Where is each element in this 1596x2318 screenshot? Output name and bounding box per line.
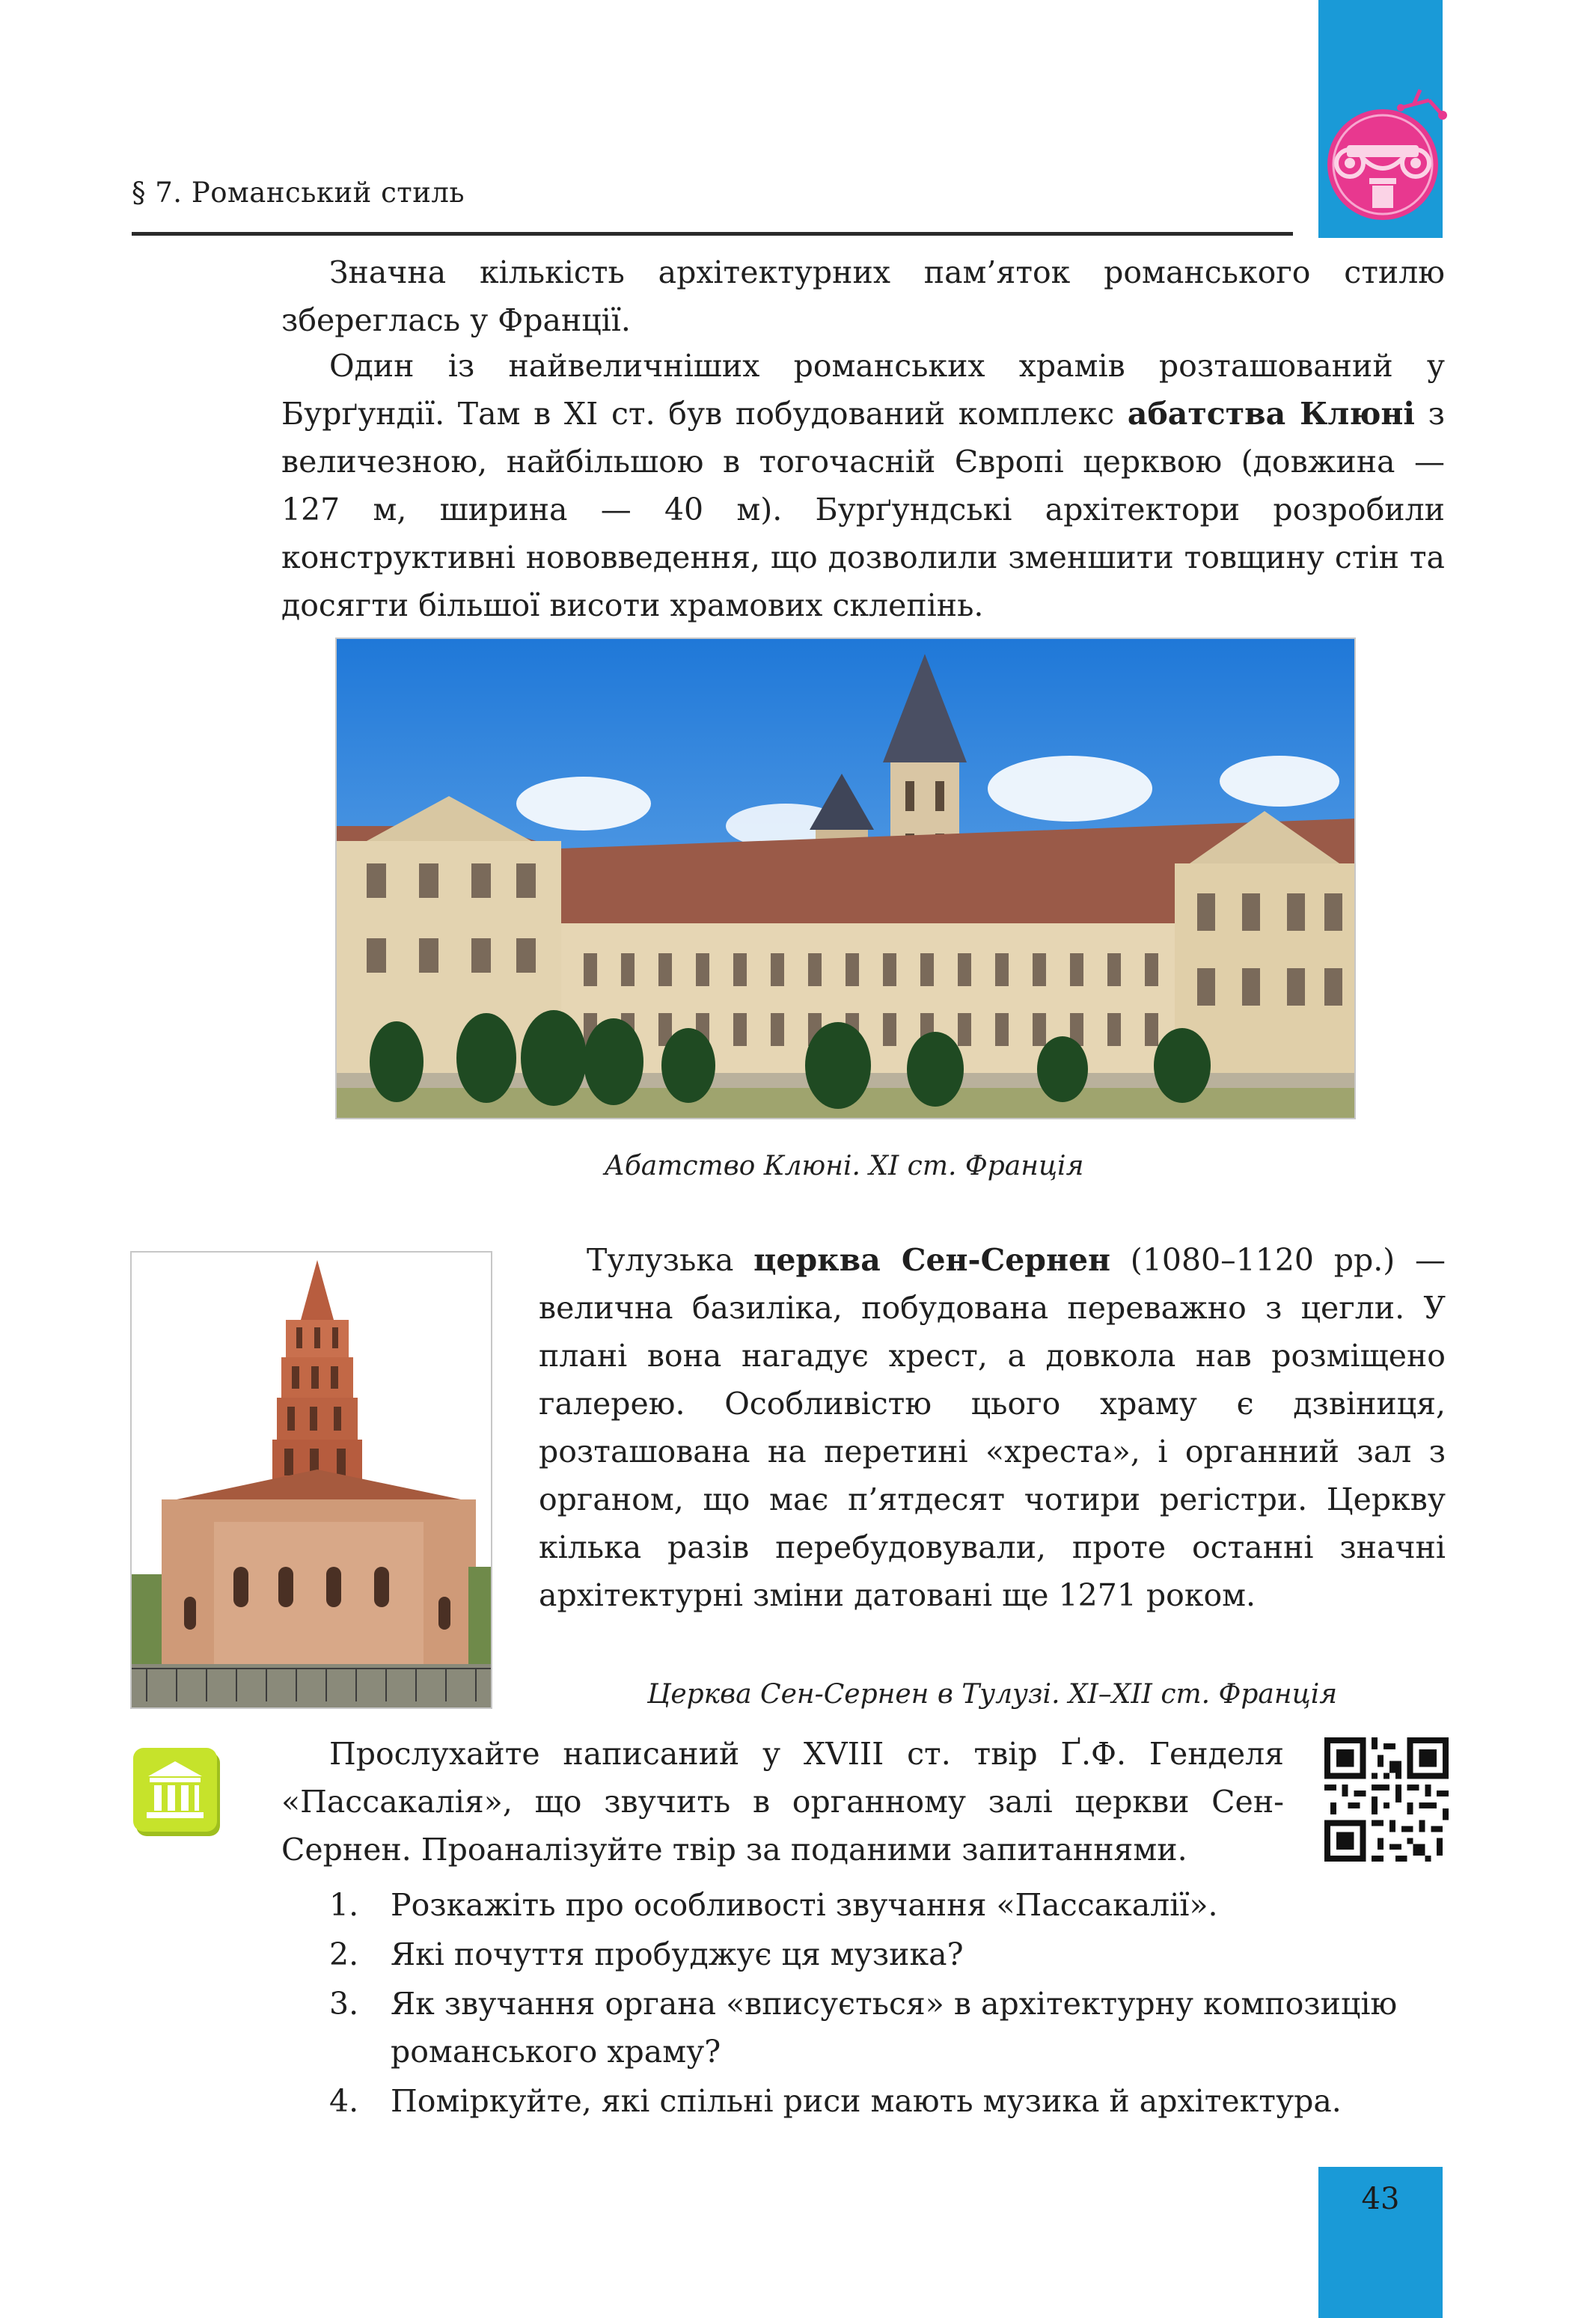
paragraph-intro: Значна кількість архітектурних пам’яток романського стилю збереглась у Франції. <box>281 254 1445 338</box>
photo-cluny-abbey <box>335 637 1356 1119</box>
classical-building-icon <box>133 1748 223 1838</box>
page-number: 43 <box>1361 2182 1400 2216</box>
paragraph-saint-sernin <box>539 1236 1446 1619</box>
term-church-saint-sernin: церква Сен-Сернен <box>753 1242 1111 1278</box>
text-run: (1080–1120 рр.) — велична базиліка, побудована переважно з цегли. У плані вона нагадує хрест, а довкола нав розміщено галерею. Особливістю цього храму є дзвіниця, розташована на перетині «хреста», і органний зал з органом, що має п’ятдесят чотири регістри. Церкву кілька разів перебудовували, проте останні значні архітектурні зміни датовані ще 1271 роком. <box>539 1242 1446 1613</box>
item-text: Як звучання органа «вписується» в архітектурну композицію романського храму? <box>391 1986 1398 2070</box>
term-abbey-cluny: абатства Клюні <box>1127 396 1415 432</box>
item-number: 3. <box>329 1986 359 2022</box>
paragraph-cluny <box>281 342 1445 629</box>
caption-saint-sernin: Церква Сен-Сернен в Тулузі. ХІ–ХІІ ст. Франція <box>646 1679 1338 1710</box>
item-text: Поміркуйте, які спільні риси мають музика й архітектура. <box>391 2083 1342 2119</box>
paragraph-listening-task: Прослухайте написаний у XVIII ст. твір Ґ.Ф. Генделя «Пассакалія», що звучить в органному залі церкви Сен-Сернен. Проаналізуйте твір за поданими запитаннями. <box>281 1736 1284 1868</box>
item-text: Розкажіть про особливості звучання «Пассакалії». <box>391 1887 1218 1923</box>
item-text: Які почуття пробуджує ця музика? <box>391 1936 964 1972</box>
list-item <box>329 1930 1452 1978</box>
photo-saint-sernin <box>130 1251 492 1709</box>
list-item <box>329 1881 1452 1929</box>
text-run: Тулузька <box>587 1242 754 1278</box>
text-run: з величезною, найбільшою в тогочасній Європі церквою (довжина — 127 м, ширина — 40 м). Бурґундські архітектори розробили конструктивні нововведення, що дозволили зменшити товщину стін та досягти більшої висоти храмових склепінь. <box>281 396 1445 623</box>
header-divider <box>132 232 1293 236</box>
caption-cluny: Абатство Клюні. ХІ ст. Франція <box>604 1151 1084 1181</box>
list-item <box>329 1980 1452 2076</box>
text-run: Один із найвеличніших романських храмів розташований у Бурґундії. Там в ХІ ст. був побудований комплекс <box>281 348 1445 432</box>
item-number: 2. <box>329 1936 359 1972</box>
question-list <box>329 1881 1452 2126</box>
ionic-column-capital-icon <box>1317 85 1449 224</box>
section-header: § 7. Романський стиль <box>132 177 465 209</box>
list-item <box>329 2077 1452 2125</box>
item-number: 1. <box>329 1887 359 1923</box>
qr-code-icon[interactable] <box>1324 1737 1449 1862</box>
item-number: 4. <box>329 2083 359 2119</box>
